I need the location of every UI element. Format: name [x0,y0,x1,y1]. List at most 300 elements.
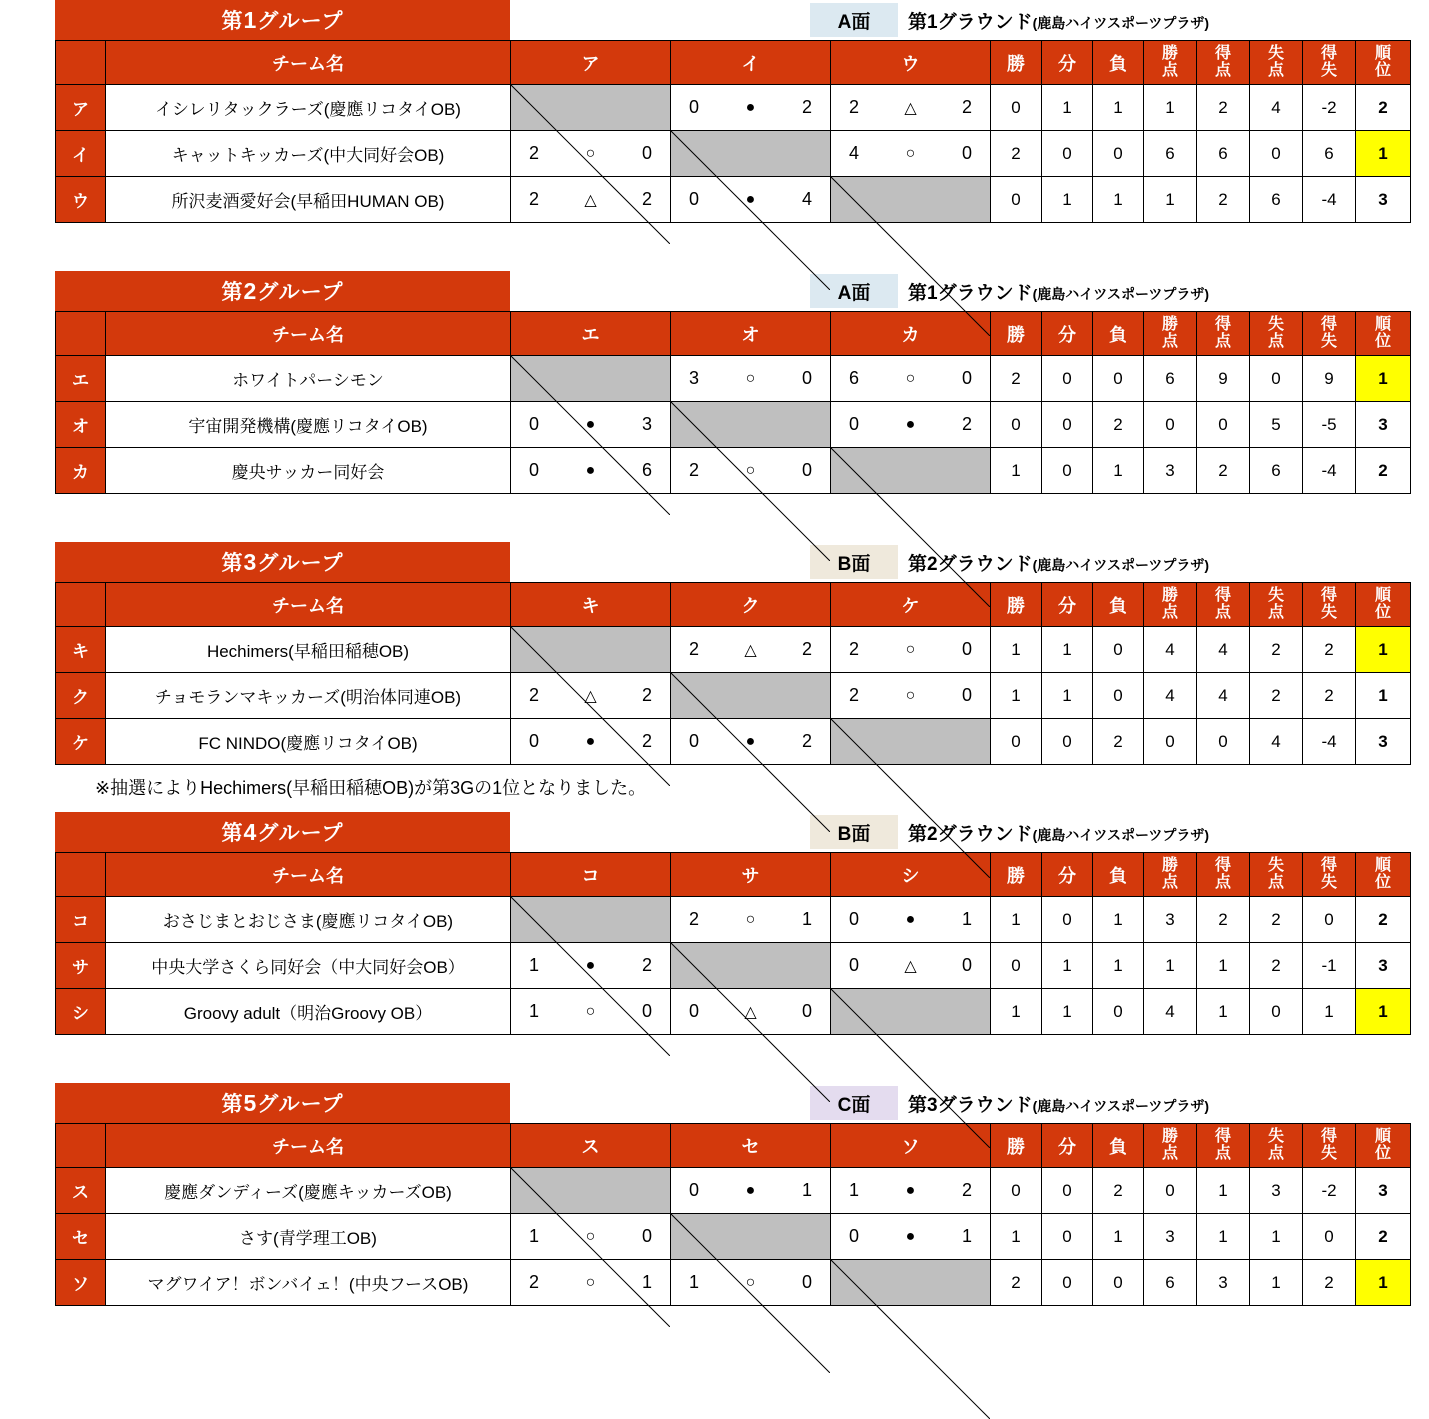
result-mark: △ [904,99,917,117]
group-title [55,271,510,311]
stat-goals-against: 6 [1250,177,1303,223]
match-cell-3 [831,402,991,448]
col-goals-against-line1: 失 [1267,856,1284,874]
col-points-line2: 点 [1161,332,1178,350]
col-goal-diff [1303,41,1356,85]
match-score-wrap [831,1168,990,1213]
table-row [56,1214,1411,1260]
stat-goals-for: 4 [1197,627,1250,673]
score-left: 2 [849,639,860,659]
result-mark: ○ [905,144,916,162]
stat-goals-for: 1 [1197,943,1250,989]
result-mark: △ [584,687,597,705]
group-title-number: 2 [243,277,258,304]
row-kana: ア [56,85,106,131]
group-title-suffix: グループ [257,1093,344,1116]
header-row [56,1124,1411,1168]
stat-points: 6 [1144,1260,1197,1306]
stat-loss: 0 [1093,627,1144,673]
result-mark: ● [585,732,596,750]
ground-label [908,7,1209,34]
match-score-wrap [671,1168,830,1213]
header-row [56,312,1411,356]
stat-goal-diff: 2 [1303,627,1356,673]
stat-goal-diff: -2 [1303,1168,1356,1214]
result-mark: △ [744,1003,757,1021]
stat-goals-for: 0 [1197,402,1250,448]
match-cell-2 [671,85,831,131]
match-score-wrap [831,673,990,718]
col-goal-diff-line2: 失 [1320,603,1337,621]
col-loss: 負 [1093,583,1144,627]
col-draw: 分 [1042,853,1093,897]
score-right: 0 [961,955,972,975]
stat-win: 0 [991,402,1042,448]
stat-goals-for: 1 [1197,1168,1250,1214]
stat-points: 4 [1144,989,1197,1035]
league-table [55,852,1411,1035]
result-mark: ● [905,1181,916,1199]
venue-name: (鹿島ハイツスポーツプラザ) [1032,285,1210,302]
table-body [56,897,1411,1035]
row-kana: セ [56,1214,106,1260]
score-right: 0 [801,1272,812,1292]
col-rank-line2: 位 [1374,873,1391,891]
table-header [56,853,1411,897]
score-left: 0 [689,731,700,751]
col-goals-for-line1: 得 [1214,315,1231,333]
stat-rank: 1 [1356,356,1411,402]
stat-rank: 1 [1356,627,1411,673]
self-cell [511,1168,671,1214]
stat-goals-against: 0 [1250,356,1303,402]
score-right: 1 [961,1226,972,1246]
row-team-name: Groovy adult（明治Groovy OB） [106,989,511,1035]
stat-goals-for: 9 [1197,356,1250,402]
group-title-number: 1 [243,6,258,33]
score-right: 2 [801,97,812,117]
stat-goals-for: 4 [1197,673,1250,719]
col-draw: 分 [1042,1124,1093,1168]
stat-win: 0 [991,1168,1042,1214]
group-title-prefix: 第 [221,1093,244,1116]
stat-points: 1 [1144,177,1197,223]
score-left: 2 [689,909,700,929]
row-team-name: FC NINDO(慶應リコタイOB) [106,719,511,765]
match-cell-2 [671,1168,831,1214]
result-mark: ● [745,1181,756,1199]
col-goals-against-line1: 失 [1267,1127,1284,1145]
stat-loss: 0 [1093,673,1144,719]
row-team-name: チョモランマキッカーズ(明治体同連OB) [106,673,511,719]
table-body [56,356,1411,494]
score-left: 1 [529,1001,540,1021]
score-right: 4 [801,189,812,209]
col-loss: 負 [1093,853,1144,897]
col-goal-diff-line1: 得 [1320,44,1337,62]
stat-points: 0 [1144,402,1197,448]
score-left: 0 [529,460,540,480]
face-badge: B面 [810,815,898,849]
stat-draw: 0 [1042,356,1093,402]
score-left: 2 [689,639,700,659]
col-rank [1356,1124,1411,1168]
score-left: 0 [849,955,860,975]
col-goal-diff-line2: 失 [1320,1144,1337,1162]
match-cell-2 [671,897,831,943]
stat-goal-diff: 1 [1303,989,1356,1035]
col-loss: 負 [1093,1124,1144,1168]
stat-goals-against: 2 [1250,943,1303,989]
stat-loss: 1 [1093,177,1144,223]
stat-rank: 3 [1356,1168,1411,1214]
col-opponent-2: セ [671,1124,831,1168]
score-right: 0 [641,1226,652,1246]
match-score-wrap [671,85,830,130]
row-team-name: マグワイア！ボンバイェ！(中央フースOB) [106,1260,511,1306]
match-cell-3 [831,897,991,943]
col-rank-line2: 位 [1374,1144,1391,1162]
row-team-name: 中央大学さくら同好会（中大同好会OB） [106,943,511,989]
face-badge: B面 [810,545,898,579]
stat-points: 4 [1144,673,1197,719]
score-right: 2 [641,189,652,209]
stat-rank: 3 [1356,943,1411,989]
col-goals-for-line1: 得 [1214,856,1231,874]
table-row [56,673,1411,719]
score-right: 2 [641,731,652,751]
group-block [0,0,1429,223]
score-left: 0 [529,731,540,751]
stat-loss: 2 [1093,719,1144,765]
stat-goals-against: 3 [1250,1168,1303,1214]
venue-name: (鹿島ハイツスポーツプラザ) [1032,826,1210,843]
col-goals-for [1197,583,1250,627]
group-title-suffix: グループ [257,552,344,575]
stat-draw: 1 [1042,989,1093,1035]
stat-points: 4 [1144,627,1197,673]
stat-win: 1 [991,897,1042,943]
stat-goal-diff: 2 [1303,673,1356,719]
col-goals-for [1197,41,1250,85]
col-points-line2: 点 [1161,1144,1178,1162]
match-cell-3 [831,627,991,673]
score-left: 2 [529,685,540,705]
row-kana: オ [56,402,106,448]
result-mark: ○ [745,369,756,387]
result-mark: △ [584,191,597,209]
score-left: 0 [529,414,540,434]
self-cell [831,989,991,1035]
col-goals-against-line2: 点 [1267,1144,1284,1162]
col-points [1144,41,1197,85]
self-cell [831,448,991,494]
stat-draw: 0 [1042,1214,1093,1260]
col-rank [1356,853,1411,897]
stat-draw: 0 [1042,1260,1093,1306]
col-goals-for-line2: 点 [1214,603,1231,621]
stat-goals-for: 3 [1197,1260,1250,1306]
stat-goals-for: 2 [1197,448,1250,494]
score-right: 3 [641,414,652,434]
col-team-name: チーム名 [106,853,511,897]
col-kana [56,583,106,627]
stat-draw: 0 [1042,1168,1093,1214]
stat-goal-diff: 0 [1303,1214,1356,1260]
stat-rank: 3 [1356,719,1411,765]
score-left: 0 [689,1001,700,1021]
stat-loss: 0 [1093,1260,1144,1306]
col-rank-line1: 順 [1374,856,1391,874]
col-opponent-1: キ [511,583,671,627]
match-score-wrap [831,627,990,672]
score-left: 1 [529,955,540,975]
stat-goal-diff: -2 [1303,85,1356,131]
col-points-line2: 点 [1161,873,1178,891]
score-right: 2 [801,731,812,751]
score-right: 2 [641,955,652,975]
col-draw: 分 [1042,312,1093,356]
result-mark: ○ [585,144,596,162]
col-goal-diff-line1: 得 [1320,1127,1337,1145]
col-goal-diff-line2: 失 [1320,873,1337,891]
group-note: ※抽選によりHechimers(早稲田稲穂OB)が第3Gの1位となりました。 [95,778,647,798]
result-mark: ○ [585,1227,596,1245]
score-left: 2 [689,460,700,480]
group-header [55,0,1429,40]
stat-goal-diff: 2 [1303,1260,1356,1306]
col-draw: 分 [1042,41,1093,85]
stat-goals-against: 4 [1250,719,1303,765]
header-row [56,583,1411,627]
match-cell-3 [831,943,991,989]
stat-goals-for: 2 [1197,897,1250,943]
stat-rank: 2 [1356,897,1411,943]
stat-goals-against: 2 [1250,627,1303,673]
self-cell [511,627,671,673]
table-body [56,85,1411,223]
col-rank-line1: 順 [1374,1127,1391,1145]
group-block [0,1083,1429,1306]
row-kana: ソ [56,1260,106,1306]
col-goals-against-line2: 点 [1267,332,1284,350]
stat-win: 0 [991,719,1042,765]
league-table [55,311,1411,494]
venue-name: (鹿島ハイツスポーツプラザ) [1032,1097,1210,1114]
table-row [56,131,1411,177]
col-goals-against-line1: 失 [1267,586,1284,604]
score-left: 4 [849,143,860,163]
col-points-line1: 勝 [1161,44,1178,62]
score-right: 1 [801,1180,812,1200]
group-title-suffix: グループ [257,10,344,33]
match-cell-3 [831,1214,991,1260]
self-cell [511,897,671,943]
result-mark: ● [745,732,756,750]
row-kana: ケ [56,719,106,765]
result-mark: ○ [745,1273,756,1291]
col-goals-for-line1: 得 [1214,1127,1231,1145]
score-right: 0 [961,143,972,163]
stat-draw: 1 [1042,673,1093,719]
stat-loss: 1 [1093,897,1144,943]
col-goal-diff-line1: 得 [1320,856,1337,874]
table-row [56,943,1411,989]
score-left: 6 [849,368,860,388]
table-row [56,402,1411,448]
row-kana: キ [56,627,106,673]
row-kana: シ [56,989,106,1035]
match-cell-2 [671,627,831,673]
stat-goals-against: 2 [1250,673,1303,719]
row-kana: ク [56,673,106,719]
col-goals-for-line2: 点 [1214,1144,1231,1162]
match-score-wrap [831,1214,990,1259]
col-goals-against [1250,312,1303,356]
match-cell-3 [831,85,991,131]
stat-win: 1 [991,989,1042,1035]
result-mark: ● [745,190,756,208]
col-win: 勝 [991,312,1042,356]
col-rank [1356,583,1411,627]
col-points [1144,583,1197,627]
col-opponent-3: ケ [831,583,991,627]
stat-points: 3 [1144,897,1197,943]
score-left: 2 [529,1272,540,1292]
stat-points: 3 [1144,448,1197,494]
col-rank-line2: 位 [1374,61,1391,79]
col-goal-diff [1303,312,1356,356]
row-kana: エ [56,356,106,402]
stat-draw: 0 [1042,448,1093,494]
score-right: 0 [801,460,812,480]
stat-loss: 1 [1093,943,1144,989]
stat-goals-against: 6 [1250,448,1303,494]
score-left: 1 [529,1226,540,1246]
stat-loss: 0 [1093,989,1144,1035]
stat-win: 0 [991,943,1042,989]
result-mark: ○ [745,910,756,928]
group-title-suffix: グループ [257,822,344,845]
group-title-prefix: 第 [221,281,244,304]
self-cell [671,1214,831,1260]
league-table [55,40,1411,223]
score-right: 2 [961,1180,972,1200]
col-opponent-3: ウ [831,41,991,85]
stat-rank: 1 [1356,989,1411,1035]
stat-rank: 2 [1356,85,1411,131]
self-cell [511,85,671,131]
stat-loss: 2 [1093,402,1144,448]
col-goals-for [1197,1124,1250,1168]
row-kana: コ [56,897,106,943]
score-left: 0 [689,1180,700,1200]
stat-goals-against: 0 [1250,989,1303,1035]
score-right: 0 [961,639,972,659]
stat-goals-for: 1 [1197,1214,1250,1260]
match-score-wrap [831,402,990,447]
col-opponent-1: ス [511,1124,671,1168]
col-goal-diff [1303,1124,1356,1168]
table-header [56,1124,1411,1168]
group-block [0,812,1429,1035]
league-table [55,1123,1411,1306]
face-badge: A面 [810,274,898,308]
stat-points: 0 [1144,1168,1197,1214]
table-header [56,312,1411,356]
stat-draw: 1 [1042,943,1093,989]
stat-goals-against: 4 [1250,85,1303,131]
table-header [56,583,1411,627]
col-rank [1356,312,1411,356]
stat-rank: 2 [1356,448,1411,494]
venue-name: (鹿島ハイツスポーツプラザ) [1032,14,1210,31]
col-goals-against [1250,1124,1303,1168]
stat-goal-diff: -1 [1303,943,1356,989]
row-kana: ス [56,1168,106,1214]
face-badge: C面 [810,1086,898,1120]
col-goals-against [1250,583,1303,627]
stat-rank: 3 [1356,402,1411,448]
col-opponent-3: ソ [831,1124,991,1168]
col-goal-diff-line1: 得 [1320,315,1337,333]
stat-draw: 0 [1042,719,1093,765]
row-team-name: 慶央サッカー同好会 [106,448,511,494]
row-team-name: 宇宙開発機構(慶應リコタイOB) [106,402,511,448]
result-mark: ● [905,415,916,433]
col-win: 勝 [991,1124,1042,1168]
score-left: 2 [529,189,540,209]
row-team-name: 所沢麦酒愛好会(早稲田HUMAN OB) [106,177,511,223]
stat-goals-for: 0 [1197,719,1250,765]
col-team-name: チーム名 [106,312,511,356]
self-cell [671,402,831,448]
result-mark: ○ [585,1273,596,1291]
col-points-line2: 点 [1161,61,1178,79]
col-points-line1: 勝 [1161,1127,1178,1145]
match-score-wrap [831,356,990,401]
row-team-name: さす(青学理工OB) [106,1214,511,1260]
match-cell-3 [831,356,991,402]
ground-name: 第1グラウンド [908,11,1033,33]
col-goals-against [1250,853,1303,897]
stat-draw: 1 [1042,627,1093,673]
col-goals-against-line2: 点 [1267,61,1284,79]
row-kana: カ [56,448,106,494]
stat-goals-for: 1 [1197,989,1250,1035]
col-team-name: チーム名 [106,41,511,85]
score-right: 0 [961,685,972,705]
col-loss: 負 [1093,41,1144,85]
self-cell [671,131,831,177]
stat-goal-diff: -4 [1303,719,1356,765]
result-mark: ● [745,98,756,116]
col-goals-for-line2: 点 [1214,332,1231,350]
stat-loss: 0 [1093,131,1144,177]
stat-goals-for: 2 [1197,85,1250,131]
group-title-prefix: 第 [221,10,244,33]
col-goals-for [1197,853,1250,897]
col-rank-line1: 順 [1374,586,1391,604]
result-mark: ○ [585,1002,596,1020]
score-left: 0 [689,97,700,117]
col-points-line1: 勝 [1161,315,1178,333]
col-kana [56,1124,106,1168]
score-right: 0 [641,143,652,163]
stat-rank: 3 [1356,177,1411,223]
score-right: 0 [641,1001,652,1021]
stat-win: 1 [991,673,1042,719]
